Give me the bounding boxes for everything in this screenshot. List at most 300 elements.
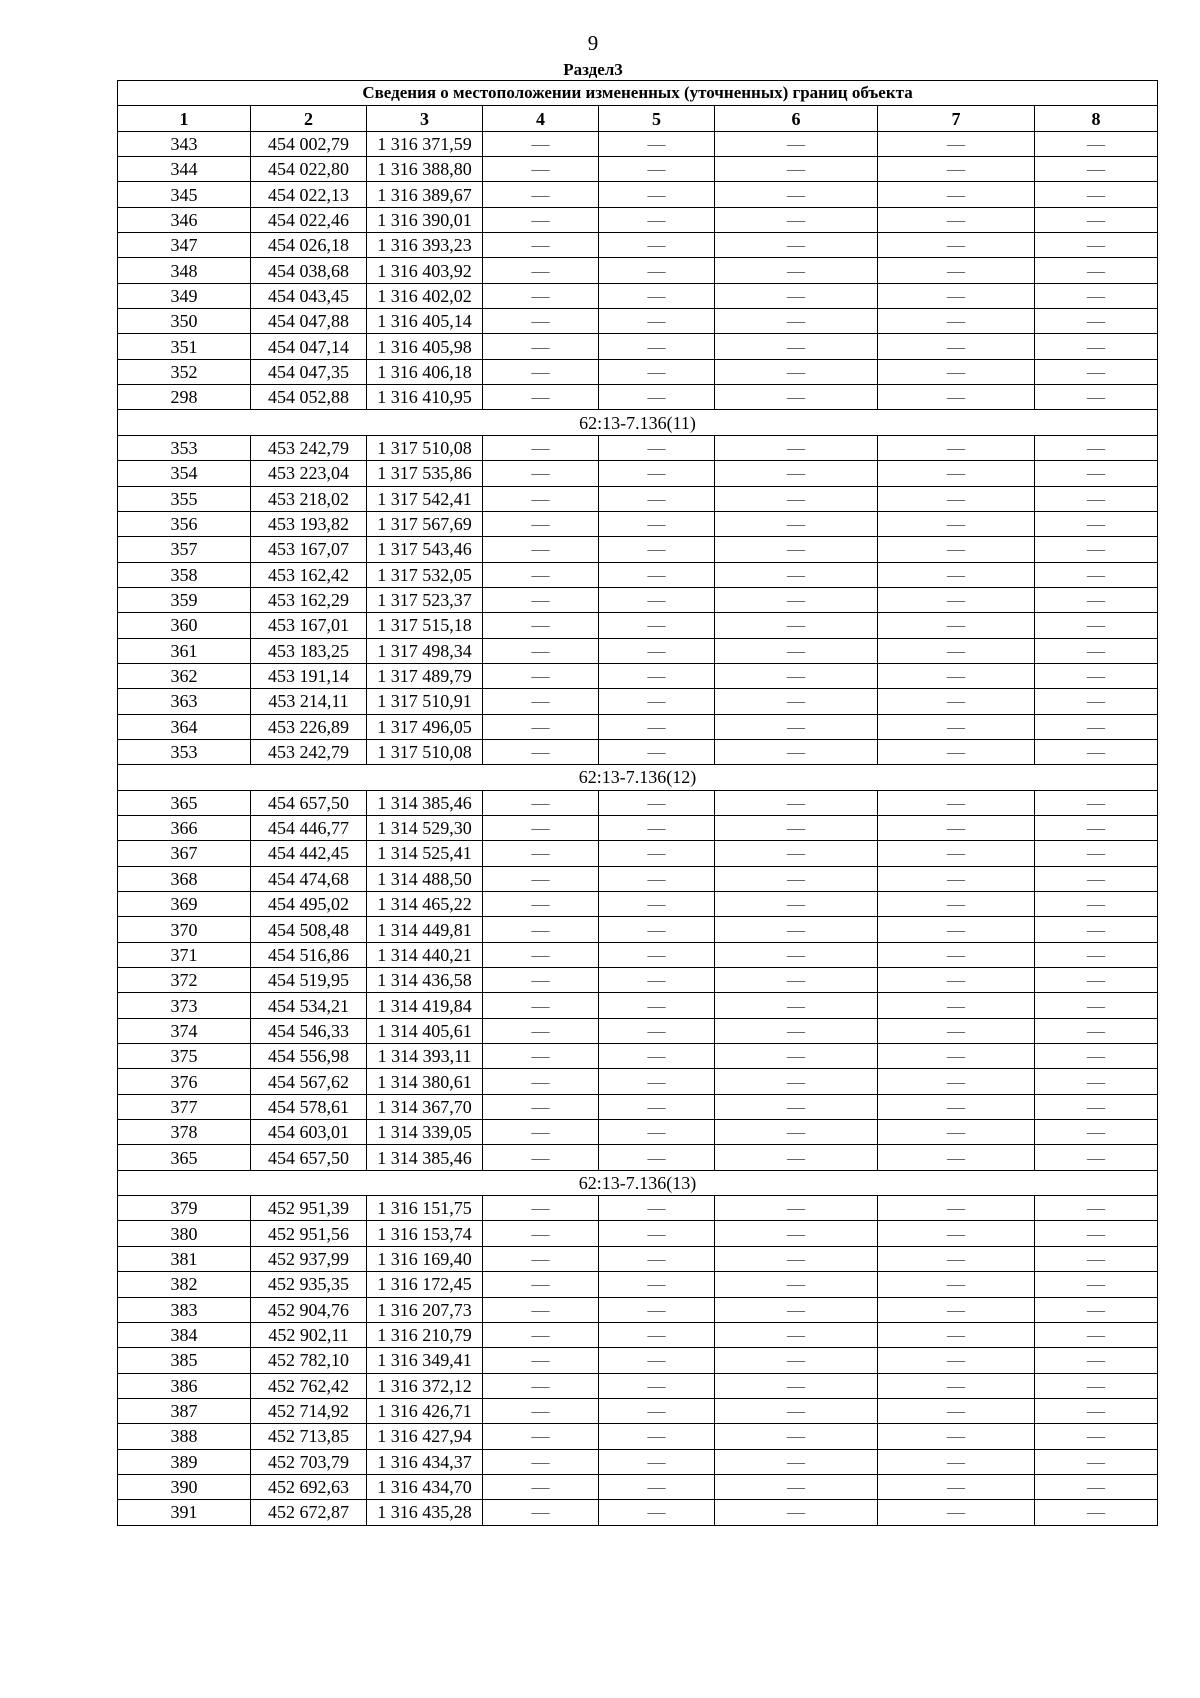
- empty-value: —: [483, 1246, 599, 1271]
- empty-value: —: [715, 207, 878, 232]
- empty-value: —: [599, 309, 715, 334]
- empty-value: —: [878, 157, 1035, 182]
- empty-value: —: [599, 562, 715, 587]
- empty-value: —: [599, 1196, 715, 1221]
- table-row: [118, 562, 1158, 587]
- empty-value: —: [483, 638, 599, 663]
- empty-value: —: [878, 841, 1035, 866]
- group-label: 62:13-7.136(11): [118, 410, 1158, 435]
- empty-value: —: [878, 1348, 1035, 1373]
- empty-value: —: [483, 663, 599, 688]
- empty-value: —: [715, 537, 878, 562]
- empty-value: —: [599, 1221, 715, 1246]
- empty-value: —: [483, 815, 599, 840]
- empty-value: —: [1035, 1373, 1158, 1398]
- empty-value: —: [483, 1398, 599, 1423]
- empty-value: —: [599, 385, 715, 410]
- empty-value: —: [1035, 1221, 1158, 1246]
- point-number: 377: [118, 1094, 251, 1119]
- coordinate-y: 1 317 498,34: [367, 638, 483, 663]
- coordinate-y: 1 314 339,05: [367, 1120, 483, 1145]
- empty-value: —: [1035, 1348, 1158, 1373]
- empty-value: —: [878, 638, 1035, 663]
- coordinate-x: 454 022,80: [251, 157, 367, 182]
- empty-value: —: [1035, 1424, 1158, 1449]
- coordinate-y: 1 316 207,73: [367, 1297, 483, 1322]
- table-row: [118, 334, 1158, 359]
- point-number: 345: [118, 182, 251, 207]
- coordinate-x: 454 052,88: [251, 385, 367, 410]
- empty-value: —: [1035, 1500, 1158, 1525]
- coordinate-y: 1 316 153,74: [367, 1221, 483, 1246]
- empty-value: —: [878, 359, 1035, 384]
- coordinate-y: 1 314 393,11: [367, 1044, 483, 1069]
- table-body: [118, 131, 1158, 1525]
- empty-value: —: [715, 1398, 878, 1423]
- column-header: 4: [483, 106, 599, 131]
- empty-value: —: [878, 1018, 1035, 1043]
- empty-value: —: [715, 258, 878, 283]
- empty-value: —: [1035, 587, 1158, 612]
- empty-value: —: [599, 1145, 715, 1170]
- empty-value: —: [1035, 1196, 1158, 1221]
- empty-value: —: [599, 1373, 715, 1398]
- empty-value: —: [715, 790, 878, 815]
- empty-value: —: [599, 1120, 715, 1145]
- coordinate-x: 452 703,79: [251, 1449, 367, 1474]
- empty-value: —: [483, 435, 599, 460]
- table-row: [118, 1348, 1158, 1373]
- coordinate-y: 1 314 436,58: [367, 968, 483, 993]
- coordinate-y: 1 317 535,86: [367, 461, 483, 486]
- empty-value: —: [1035, 892, 1158, 917]
- empty-value: —: [878, 1094, 1035, 1119]
- table-row: [118, 511, 1158, 536]
- table-row: [118, 461, 1158, 486]
- coordinate-x: 454 047,88: [251, 309, 367, 334]
- empty-value: —: [715, 1297, 878, 1322]
- empty-value: —: [878, 1246, 1035, 1271]
- group-label: 62:13-7.136(13): [118, 1170, 1158, 1195]
- coordinate-x: 454 047,35: [251, 359, 367, 384]
- coordinate-y: 1 317 515,18: [367, 613, 483, 638]
- empty-value: —: [1035, 1398, 1158, 1423]
- group-row: [118, 1170, 1158, 1195]
- coordinate-y: 1 316 406,18: [367, 359, 483, 384]
- table-row: [118, 993, 1158, 1018]
- empty-value: —: [878, 207, 1035, 232]
- coordinate-y: 1 317 543,46: [367, 537, 483, 562]
- empty-value: —: [878, 1398, 1035, 1423]
- empty-value: —: [878, 1272, 1035, 1297]
- empty-value: —: [483, 1322, 599, 1347]
- empty-value: —: [483, 739, 599, 764]
- empty-value: —: [599, 1449, 715, 1474]
- empty-value: —: [878, 511, 1035, 536]
- empty-value: —: [599, 942, 715, 967]
- table-row: [118, 1398, 1158, 1423]
- coordinate-x: 454 567,62: [251, 1069, 367, 1094]
- empty-value: —: [1035, 739, 1158, 764]
- empty-value: —: [1035, 537, 1158, 562]
- coordinate-x: 454 578,61: [251, 1094, 367, 1119]
- point-number: 380: [118, 1221, 251, 1246]
- empty-value: —: [483, 461, 599, 486]
- empty-value: —: [1035, 613, 1158, 638]
- column-header-row: [118, 106, 1158, 131]
- empty-value: —: [1035, 461, 1158, 486]
- empty-value: —: [1035, 689, 1158, 714]
- coordinate-y: 1 316 169,40: [367, 1246, 483, 1271]
- point-number: 389: [118, 1449, 251, 1474]
- empty-value: —: [878, 258, 1035, 283]
- empty-value: —: [483, 993, 599, 1018]
- empty-value: —: [1035, 1120, 1158, 1145]
- empty-value: —: [1035, 1272, 1158, 1297]
- point-number: 353: [118, 739, 251, 764]
- coordinate-x: 454 546,33: [251, 1018, 367, 1043]
- table-row: [118, 968, 1158, 993]
- empty-value: —: [715, 1196, 878, 1221]
- empty-value: —: [1035, 1474, 1158, 1499]
- point-number: 379: [118, 1196, 251, 1221]
- point-number: 365: [118, 1145, 251, 1170]
- table-row: [118, 283, 1158, 308]
- empty-value: —: [715, 1018, 878, 1043]
- coordinate-y: 1 314 405,61: [367, 1018, 483, 1043]
- coordinate-y: 1 314 529,30: [367, 815, 483, 840]
- point-number: 349: [118, 283, 251, 308]
- table-row: [118, 233, 1158, 258]
- empty-value: —: [599, 663, 715, 688]
- table-row: [118, 815, 1158, 840]
- point-number: 357: [118, 537, 251, 562]
- empty-value: —: [878, 1474, 1035, 1499]
- empty-value: —: [715, 1424, 878, 1449]
- table-row: [118, 1094, 1158, 1119]
- coordinate-x: 452 692,63: [251, 1474, 367, 1499]
- coordinate-x: 453 167,01: [251, 613, 367, 638]
- coordinate-y: 1 316 402,02: [367, 283, 483, 308]
- coordinate-y: 1 314 367,70: [367, 1094, 483, 1119]
- table-row: [118, 739, 1158, 764]
- table-row: [118, 435, 1158, 460]
- empty-value: —: [1035, 993, 1158, 1018]
- point-number: 360: [118, 613, 251, 638]
- coordinate-y: 1 316 390,01: [367, 207, 483, 232]
- empty-value: —: [599, 359, 715, 384]
- coordinate-y: 1 316 403,92: [367, 258, 483, 283]
- empty-value: —: [599, 1094, 715, 1119]
- group-label: 62:13-7.136(12): [118, 765, 1158, 790]
- empty-value: —: [483, 866, 599, 891]
- empty-value: —: [715, 511, 878, 536]
- point-number: 385: [118, 1348, 251, 1373]
- empty-value: —: [599, 739, 715, 764]
- empty-value: —: [1035, 815, 1158, 840]
- table-caption-row: [118, 81, 1158, 106]
- coordinate-y: 1 316 389,67: [367, 182, 483, 207]
- empty-value: —: [599, 1322, 715, 1347]
- point-number: 359: [118, 587, 251, 612]
- point-number: 384: [118, 1322, 251, 1347]
- column-header: 3: [367, 106, 483, 131]
- table-row: [118, 892, 1158, 917]
- empty-value: —: [483, 486, 599, 511]
- empty-value: —: [599, 1474, 715, 1499]
- empty-value: —: [483, 309, 599, 334]
- empty-value: —: [483, 1500, 599, 1525]
- empty-value: —: [483, 1297, 599, 1322]
- point-number: 364: [118, 714, 251, 739]
- point-number: 371: [118, 942, 251, 967]
- empty-value: —: [483, 359, 599, 384]
- empty-value: —: [599, 131, 715, 156]
- empty-value: —: [1035, 638, 1158, 663]
- empty-value: —: [715, 1044, 878, 1069]
- empty-value: —: [715, 1474, 878, 1499]
- empty-value: —: [878, 790, 1035, 815]
- coordinate-y: 1 317 496,05: [367, 714, 483, 739]
- empty-value: —: [483, 334, 599, 359]
- empty-value: —: [1035, 1449, 1158, 1474]
- coordinate-x: 453 193,82: [251, 511, 367, 536]
- empty-value: —: [1035, 1018, 1158, 1043]
- empty-value: —: [715, 714, 878, 739]
- coordinate-y: 1 316 371,59: [367, 131, 483, 156]
- coordinate-x: 454 556,98: [251, 1044, 367, 1069]
- coordinate-x: 454 047,14: [251, 334, 367, 359]
- table-row: [118, 714, 1158, 739]
- point-number: 387: [118, 1398, 251, 1423]
- coordinate-y: 1 316 426,71: [367, 1398, 483, 1423]
- empty-value: —: [715, 359, 878, 384]
- empty-value: —: [483, 1145, 599, 1170]
- empty-value: —: [715, 638, 878, 663]
- column-header: 6: [715, 106, 878, 131]
- empty-value: —: [483, 1094, 599, 1119]
- coordinate-x: 454 043,45: [251, 283, 367, 308]
- empty-value: —: [1035, 1094, 1158, 1119]
- empty-value: —: [1035, 714, 1158, 739]
- empty-value: —: [1035, 917, 1158, 942]
- table-row: [118, 841, 1158, 866]
- point-number: 365: [118, 790, 251, 815]
- empty-value: —: [1035, 283, 1158, 308]
- table-row: [118, 1500, 1158, 1525]
- point-number: 375: [118, 1044, 251, 1069]
- empty-value: —: [599, 892, 715, 917]
- coordinate-x: 452 937,99: [251, 1246, 367, 1271]
- coordinate-x: 452 782,10: [251, 1348, 367, 1373]
- point-number: 367: [118, 841, 251, 866]
- empty-value: —: [878, 182, 1035, 207]
- empty-value: —: [1035, 942, 1158, 967]
- coordinate-y: 1 314 385,46: [367, 1145, 483, 1170]
- empty-value: —: [599, 815, 715, 840]
- group-row: [118, 765, 1158, 790]
- empty-value: —: [599, 993, 715, 1018]
- empty-value: —: [1035, 258, 1158, 283]
- point-number: 376: [118, 1069, 251, 1094]
- empty-value: —: [878, 461, 1035, 486]
- coordinate-x: 453 191,14: [251, 663, 367, 688]
- table-row: [118, 866, 1158, 891]
- table-row: [118, 182, 1158, 207]
- table-row: [118, 917, 1158, 942]
- empty-value: —: [715, 1449, 878, 1474]
- table-row: [118, 131, 1158, 156]
- empty-value: —: [599, 1348, 715, 1373]
- section-label: Раздел3: [563, 60, 623, 79]
- table-row: [118, 1424, 1158, 1449]
- coordinate-x: 454 022,13: [251, 182, 367, 207]
- point-number: 378: [118, 1120, 251, 1145]
- empty-value: —: [599, 638, 715, 663]
- empty-value: —: [599, 1044, 715, 1069]
- coordinate-x: 453 167,07: [251, 537, 367, 562]
- empty-value: —: [483, 1449, 599, 1474]
- empty-value: —: [599, 841, 715, 866]
- point-number: 356: [118, 511, 251, 536]
- coordinate-x: 453 242,79: [251, 435, 367, 460]
- empty-value: —: [599, 790, 715, 815]
- empty-value: —: [878, 1120, 1035, 1145]
- empty-value: —: [599, 968, 715, 993]
- column-header: 2: [251, 106, 367, 131]
- coordinate-x: 453 183,25: [251, 638, 367, 663]
- empty-value: —: [1035, 1069, 1158, 1094]
- empty-value: —: [483, 1018, 599, 1043]
- empty-value: —: [878, 1373, 1035, 1398]
- empty-value: —: [878, 1044, 1035, 1069]
- point-number: 381: [118, 1246, 251, 1271]
- empty-value: —: [715, 309, 878, 334]
- point-number: 390: [118, 1474, 251, 1499]
- empty-value: —: [715, 993, 878, 1018]
- empty-value: —: [715, 283, 878, 308]
- table-row: [118, 689, 1158, 714]
- coordinate-x: 454 657,50: [251, 790, 367, 815]
- empty-value: —: [715, 968, 878, 993]
- empty-value: —: [1035, 968, 1158, 993]
- empty-value: —: [1035, 1322, 1158, 1347]
- table-row: [118, 942, 1158, 967]
- empty-value: —: [599, 587, 715, 612]
- point-number: 368: [118, 866, 251, 891]
- coordinate-y: 1 317 510,08: [367, 739, 483, 764]
- empty-value: —: [878, 385, 1035, 410]
- empty-value: —: [1035, 182, 1158, 207]
- empty-value: —: [1035, 309, 1158, 334]
- empty-value: —: [715, 815, 878, 840]
- table-row: [118, 537, 1158, 562]
- table-row: [118, 359, 1158, 384]
- table-row: [118, 1196, 1158, 1221]
- empty-value: —: [599, 866, 715, 891]
- point-number: 386: [118, 1373, 251, 1398]
- coordinate-x: 452 714,92: [251, 1398, 367, 1423]
- empty-value: —: [1035, 1246, 1158, 1271]
- empty-value: —: [715, 917, 878, 942]
- empty-value: —: [878, 1221, 1035, 1246]
- empty-value: —: [483, 131, 599, 156]
- coordinate-x: 454 508,48: [251, 917, 367, 942]
- empty-value: —: [1035, 359, 1158, 384]
- empty-value: —: [1035, 1044, 1158, 1069]
- empty-value: —: [715, 1120, 878, 1145]
- empty-value: —: [878, 233, 1035, 258]
- empty-value: —: [483, 283, 599, 308]
- empty-value: —: [599, 435, 715, 460]
- empty-value: —: [878, 283, 1035, 308]
- coordinate-x: 454 474,68: [251, 866, 367, 891]
- coordinate-y: 1 316 388,80: [367, 157, 483, 182]
- point-number: 355: [118, 486, 251, 511]
- empty-value: —: [599, 283, 715, 308]
- empty-value: —: [483, 841, 599, 866]
- empty-value: —: [483, 1069, 599, 1094]
- point-number: 382: [118, 1272, 251, 1297]
- empty-value: —: [599, 486, 715, 511]
- empty-value: —: [715, 1094, 878, 1119]
- empty-value: —: [599, 1297, 715, 1322]
- point-number: 298: [118, 385, 251, 410]
- coordinate-x: 454 026,18: [251, 233, 367, 258]
- empty-value: —: [1035, 1297, 1158, 1322]
- empty-value: —: [483, 714, 599, 739]
- coordinate-y: 1 317 542,41: [367, 486, 483, 511]
- empty-value: —: [483, 1272, 599, 1297]
- point-number: 361: [118, 638, 251, 663]
- empty-value: —: [483, 233, 599, 258]
- coordinate-x: 454 442,45: [251, 841, 367, 866]
- coordinate-x: 452 935,35: [251, 1272, 367, 1297]
- empty-value: —: [483, 182, 599, 207]
- empty-value: —: [715, 1069, 878, 1094]
- empty-value: —: [715, 892, 878, 917]
- empty-value: —: [1035, 157, 1158, 182]
- empty-value: —: [483, 207, 599, 232]
- empty-value: —: [878, 1500, 1035, 1525]
- empty-value: —: [878, 1424, 1035, 1449]
- empty-value: —: [715, 1373, 878, 1398]
- coordinate-y: 1 316 405,14: [367, 309, 483, 334]
- empty-value: —: [715, 587, 878, 612]
- empty-value: —: [483, 511, 599, 536]
- empty-value: —: [1035, 334, 1158, 359]
- empty-value: —: [599, 233, 715, 258]
- table-row: [118, 1322, 1158, 1347]
- empty-value: —: [483, 689, 599, 714]
- table-row: [118, 638, 1158, 663]
- point-number: 372: [118, 968, 251, 993]
- empty-value: —: [483, 1424, 599, 1449]
- empty-value: —: [483, 968, 599, 993]
- empty-value: —: [599, 1424, 715, 1449]
- empty-value: —: [878, 714, 1035, 739]
- empty-value: —: [878, 942, 1035, 967]
- table-row: [118, 613, 1158, 638]
- point-number: 374: [118, 1018, 251, 1043]
- table-row: [118, 663, 1158, 688]
- coordinate-y: 1 314 380,61: [367, 1069, 483, 1094]
- coordinates-table: [117, 80, 1158, 1526]
- coordinate-y: 1 316 349,41: [367, 1348, 483, 1373]
- coordinate-x: 453 218,02: [251, 486, 367, 511]
- empty-value: —: [715, 1322, 878, 1347]
- empty-value: —: [715, 562, 878, 587]
